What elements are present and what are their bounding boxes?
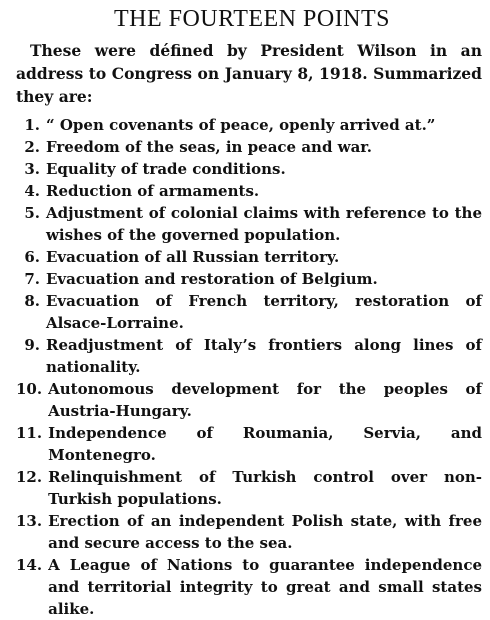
list-item: [16, 290, 482, 334]
item-number: 9.: [24, 336, 40, 354]
item-number: 14.: [16, 556, 43, 574]
item-number: 4.: [24, 182, 40, 200]
item-text: “ Open covenants of peace, openly arrived at.”: [46, 116, 436, 134]
list-item: [16, 554, 482, 620]
list-item: [16, 136, 482, 158]
item-number: 5.: [24, 204, 40, 222]
list-item: [16, 466, 482, 510]
item-text: Erection of an independent Polish state, with free and secure access to the sea.: [48, 512, 482, 552]
item-text: Evacuation of French territory, restoration of Alsace-Lorraine.: [46, 292, 482, 332]
item-number: 2.: [24, 138, 40, 156]
item-number: 11.: [16, 424, 43, 442]
item-text: Freedom of the seas, in peace and war.: [46, 138, 373, 156]
item-number: 1.: [24, 116, 40, 134]
item-text: Evacuation and restoration of Belgium.: [46, 270, 378, 288]
item-number: 3.: [24, 160, 40, 178]
item-number: 6.: [24, 248, 40, 266]
item-text: Equality of trade conditions.: [46, 160, 286, 178]
item-number: 10.: [16, 380, 43, 398]
item-text: A League of Nations to guarantee independence and territorial integrity to great and small states alike.: [48, 556, 482, 618]
item-number: 7.: [24, 270, 40, 288]
intro-paragraph: These were défined by President Wilson in an address to Congress on January 8, 1918. Summarized they are:: [16, 41, 482, 106]
list-item: [16, 510, 482, 554]
list-item: [16, 202, 482, 246]
item-text: Relinquishment of Turkish control over non-Turkish populations.: [48, 468, 482, 508]
list-item: [16, 114, 482, 136]
list-item: [16, 268, 482, 290]
points-list: [16, 114, 482, 620]
item-number: 8.: [24, 292, 40, 310]
item-text: Independence of Roumania, Servia, and Montenegro.: [48, 424, 482, 464]
list-item: [16, 378, 482, 422]
list-item: [16, 334, 482, 378]
list-item: [16, 422, 482, 466]
item-text: Autonomous development for the peoples of Austria-Hungary.: [48, 380, 482, 420]
item-text: Readjustment of Italy’s frontiers along lines of nationality.: [46, 336, 482, 376]
list-item: [16, 180, 482, 202]
list-item: [16, 158, 482, 180]
page-title: THE FOURTEEN POINTS: [113, 6, 391, 32]
item-number: 12.: [16, 468, 43, 486]
list-item: [16, 246, 482, 268]
item-text: Reduction of armaments.: [46, 182, 260, 200]
item-text: Adjustment of colonial claims with reference to the wishes of the governed population.: [46, 204, 482, 244]
item-text: Evacuation of all Russian territory.: [46, 248, 340, 266]
item-number: 13.: [16, 512, 43, 530]
